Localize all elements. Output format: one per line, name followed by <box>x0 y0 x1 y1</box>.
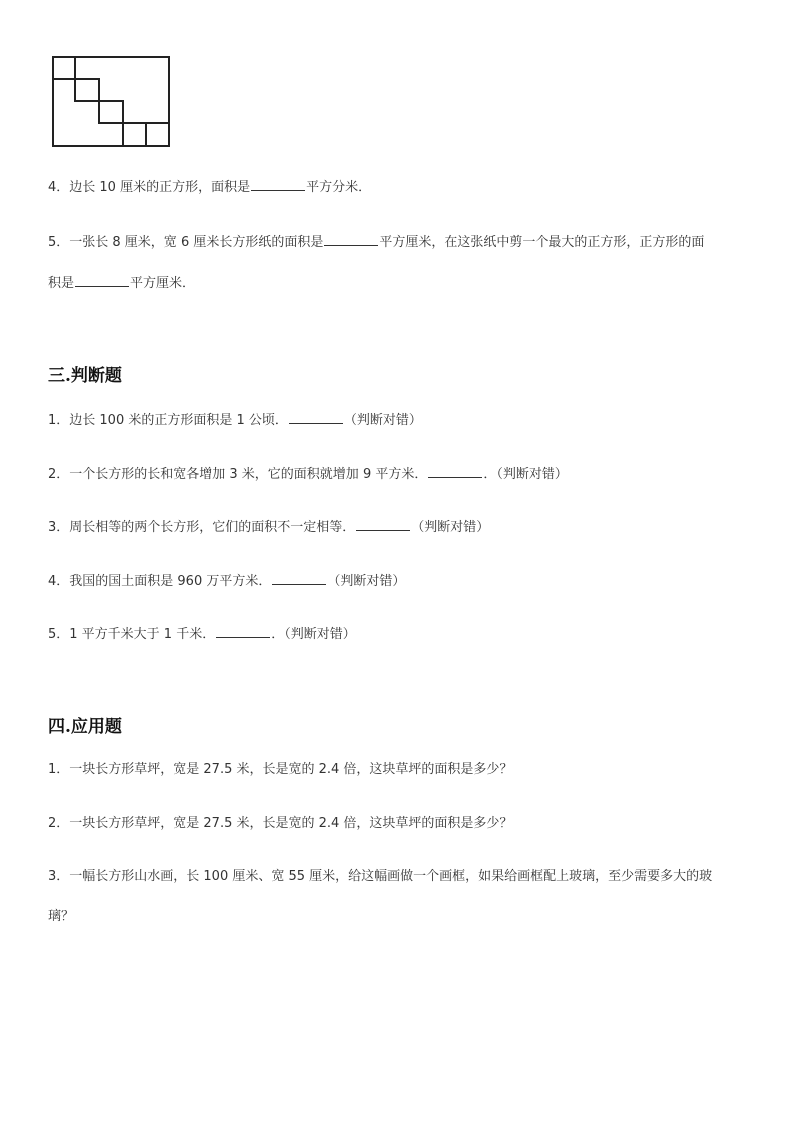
answer-blank[interactable] <box>216 623 270 638</box>
answer-blank[interactable] <box>251 176 305 191</box>
fill-question-5-cont: 积是 平方厘米． <box>48 272 754 294</box>
fill-question-5: 5．一张长 8 厘米，宽 6 厘米长方形纸的面积是 平方厘米，在这张纸中剪一个最大的正方形，正方形的面 <box>48 231 754 253</box>
section-heading-apply: 四.应用题 <box>48 717 122 737</box>
judge-question-4: 4．我国的国土面积是 960 万平方米． （判断对错） <box>48 570 754 592</box>
answer-blank[interactable] <box>75 272 129 287</box>
answer-blank[interactable] <box>272 570 326 585</box>
apply-question-1: 1．一块长方形草坪，宽是 27.5 米，长是宽的 2.4 倍，这块草坪的面积是多少？ <box>48 762 513 777</box>
section-heading-judge: 三.判断题 <box>48 366 122 386</box>
apply-question-2: 2．一块长方形草坪，宽是 27.5 米，长是宽的 2.4 倍，这块草坪的面积是多少？ <box>48 816 513 831</box>
apply-question-3-cont: 璃？ <box>48 909 75 924</box>
judge-question-3: 3．周长相等的两个长方形，它们的面积不一定相等． （判断对错） <box>48 516 754 538</box>
answer-blank[interactable] <box>428 463 482 478</box>
answer-blank[interactable] <box>289 409 343 424</box>
answer-blank[interactable] <box>324 231 378 246</box>
answer-blank[interactable] <box>356 516 410 531</box>
judge-question-5: 5．1 平方千米大于 1 千米． ．（判断对错） <box>48 623 754 645</box>
judge-question-2: 2．一个长方形的长和宽各增加 3 米，它的面积就增加 9 平方米． ．（判断对错） <box>48 463 754 485</box>
staircase-squares-figure <box>50 54 172 150</box>
apply-question-3: 3．一幅长方形山水画，长 100 厘米、宽 55 厘米，给这幅画做一个画框，如果给画框配上玻璃，至少需要多大的玻 <box>48 869 713 884</box>
fill-question-4: 4．边长 10 厘米的正方形，面积是 平方分米． <box>48 176 754 198</box>
judge-question-1: 1．边长 100 米的正方形面积是 1 公顷． （判断对错） <box>48 409 754 431</box>
